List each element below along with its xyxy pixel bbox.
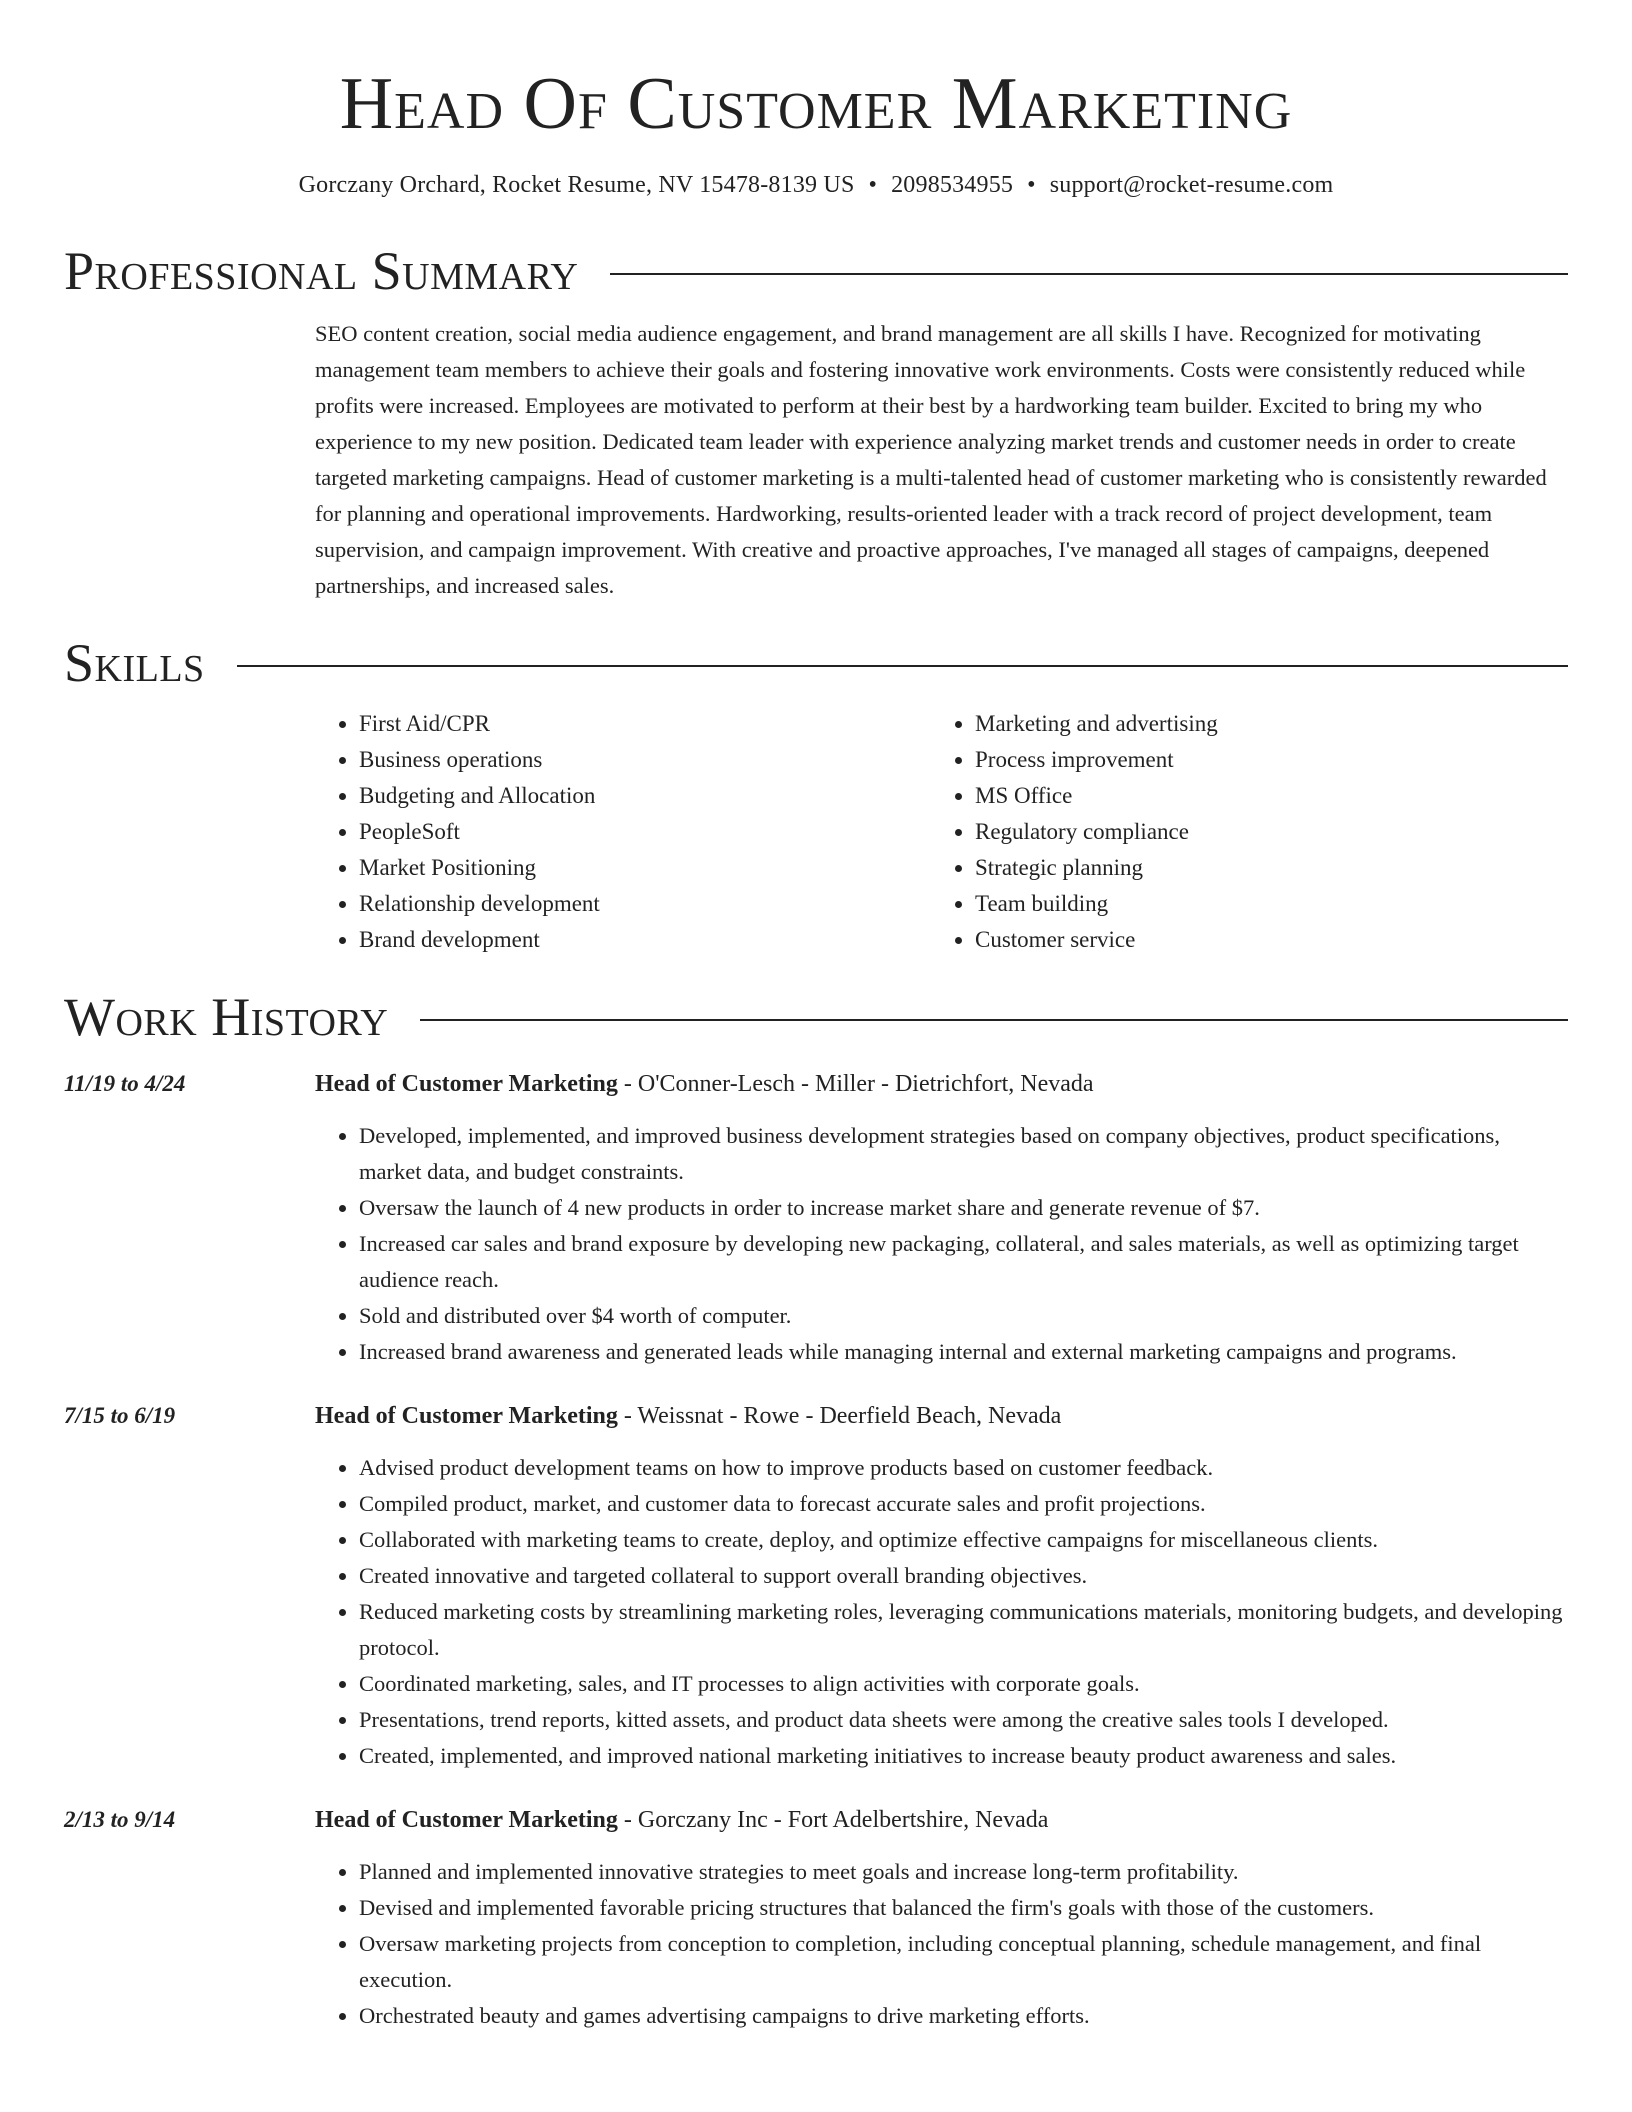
work-section-heading [64, 986, 1568, 1048]
skill-item: • Customer service [975, 922, 1218, 958]
job-entry [64, 1798, 1568, 2034]
job-bullet: • Increased brand awareness and generated leads while managing internal and external marketing campaigns and programs. [359, 1334, 1568, 1370]
contact-email: support@rocket-resume.com [1049, 172, 1334, 198]
job-separator: - [617, 1071, 638, 1097]
resume-title: Head Of Customer Marketing [339, 63, 1293, 145]
job-bullet: • Planned and implemented innovative strategies to meet goals and increase long-term profitability. [359, 1854, 1568, 1890]
job-bullet: • Developed, implemented, and improved business development strategies based on company objectives, product specifications, market data, and budget constraints. [359, 1118, 1568, 1190]
job-bullet: • Orchestrated beauty and games advertising campaigns to drive marketing efforts. [359, 1998, 1568, 2034]
skills-list [315, 706, 1568, 958]
job-headline [315, 1062, 1568, 1102]
skill-item: • Brand development [359, 922, 931, 958]
job-bullets [315, 1854, 1568, 2034]
job-bullet: • Oversaw marketing projects from conception to completion, including conceptual planning, schedule management, and final execution. [359, 1926, 1568, 1998]
job-bullet: • Reduced marketing costs by streamlining marketing roles, leveraging communications materials, monitoring budgets, and developing protocol. [359, 1594, 1568, 1666]
job-headline [315, 1798, 1568, 1838]
job-body [315, 1394, 1568, 1774]
contact-phone: 2098534955 [891, 172, 1014, 198]
job-separator: - [617, 1807, 638, 1833]
skill-item: • Budgeting and Allocation [359, 778, 931, 814]
job-dates: 7/15 to 6/19 [64, 1403, 176, 1428]
summary-heading: Professional Summary [64, 241, 579, 301]
skills-section-heading [64, 632, 1568, 694]
job-bullet: • Created, implemented, and improved national marketing initiatives to increase beauty product awareness and sales. [359, 1738, 1568, 1774]
job-role: Head of Customer Marketing [315, 1807, 618, 1833]
contact-line [64, 168, 1568, 202]
job-bullet: • Increased car sales and brand exposure by developing new packaging, collateral, and sales materials, as well as optimizing target audience reach. [359, 1226, 1568, 1298]
skill-item: • Team building [975, 886, 1218, 922]
job-bullet: • Devised and implemented favorable pricing structures that balanced the firm's goals with those of the customers. [359, 1890, 1568, 1926]
section-rule [420, 1019, 1568, 1021]
job-bullet: • Compiled product, market, and customer data to forecast accurate sales and profit projections. [359, 1486, 1568, 1522]
job-bullet: • Collaborated with marketing teams to create, deploy, and optimize effective campaigns for miscellaneous clients. [359, 1522, 1568, 1558]
job-bullet: • Coordinated marketing, sales, and IT processes to align activities with corporate goals. [359, 1666, 1568, 1702]
job-bullet: • Presentations, trend reports, kitted assets, and product data sheets were among the creative sales tools I developed. [359, 1702, 1568, 1738]
job-bullets [315, 1450, 1568, 1774]
job-body [315, 1062, 1568, 1370]
skill-item: • Process improvement [975, 742, 1218, 778]
skill-item: • Marketing and advertising [975, 706, 1218, 742]
skill-item: • Market Positioning [359, 850, 931, 886]
skills-column-2 [931, 706, 1218, 958]
contact-separator: • [868, 172, 878, 198]
job-dates: 11/19 to 4/24 [64, 1071, 186, 1096]
skills-heading: Skills [64, 633, 205, 693]
job-company-location: Gorczany Inc - Fort Adelbertshire, Nevada [637, 1807, 1049, 1833]
section-rule [610, 273, 1568, 275]
work-history-list [64, 1062, 1568, 2034]
job-headline [315, 1394, 1568, 1434]
contact-address: Gorczany Orchard, Rocket Resume, NV 15478-8139 US [298, 172, 855, 198]
skill-item: • Relationship development [359, 886, 931, 922]
job-bullets [315, 1118, 1568, 1370]
job-dates: 2/13 to 9/14 [64, 1807, 176, 1832]
resume-page [64, 0, 1568, 2034]
job-entry [64, 1062, 1568, 1370]
job-bullet: • Advised product development teams on how to improve products based on customer feedback. [359, 1450, 1568, 1486]
summary-text: SEO content creation, social media audience engagement, and brand management are all skills I have. Recognized for motivating management team members to achieve their goals and fostering innovative work environments. Costs were consistently reduced while profits were increased. Employees are motivated to perform at their best by a hardworking team builder. Excited to bring my who experience to my new position. Dedicated team leader with experience analyzing market trends and customer needs in order to create targeted marketing campaigns. Head of customer marketing is a multi-talented head of customer marketing who is consistently rewarded for planning and operational improvements. Hardworking, results-oriented leader with a track record of project development, team supervision, and campaign improvement. With creative and proactive approaches, I've managed all stages of campaigns, deepened partnerships, and increased sales. [315, 321, 1547, 598]
work-heading: Work History [64, 987, 389, 1047]
job-entry [64, 1394, 1568, 1774]
skills-column-1 [315, 706, 931, 958]
job-bullet: • Sold and distributed over $4 worth of computer. [359, 1298, 1568, 1334]
job-role: Head of Customer Marketing [315, 1403, 618, 1429]
skill-item: • Strategic planning [975, 850, 1218, 886]
job-company-location: Weissnat - Rowe - Deerfield Beach, Nevada [637, 1403, 1062, 1429]
contact-separator: • [1027, 172, 1036, 198]
skill-item: • First Aid/CPR [359, 706, 931, 742]
job-separator: - [617, 1403, 638, 1429]
skill-item: • Regulatory compliance [975, 814, 1218, 850]
summary-section-heading [64, 240, 1568, 302]
skill-item: • PeopleSoft [359, 814, 931, 850]
job-role: Head of Customer Marketing [315, 1071, 618, 1097]
job-bullet: • Oversaw the launch of 4 new products in order to increase market share and generate revenue of $7. [359, 1190, 1568, 1226]
skill-item: • Business operations [359, 742, 931, 778]
job-body [315, 1798, 1568, 2034]
section-rule [237, 665, 1568, 667]
skill-item: • MS Office [975, 778, 1218, 814]
job-bullet: • Created innovative and targeted collateral to support overall branding objectives. [359, 1558, 1568, 1594]
job-company-location: O'Conner-Lesch - Miller - Dietrichfort, Nevada [637, 1071, 1094, 1097]
